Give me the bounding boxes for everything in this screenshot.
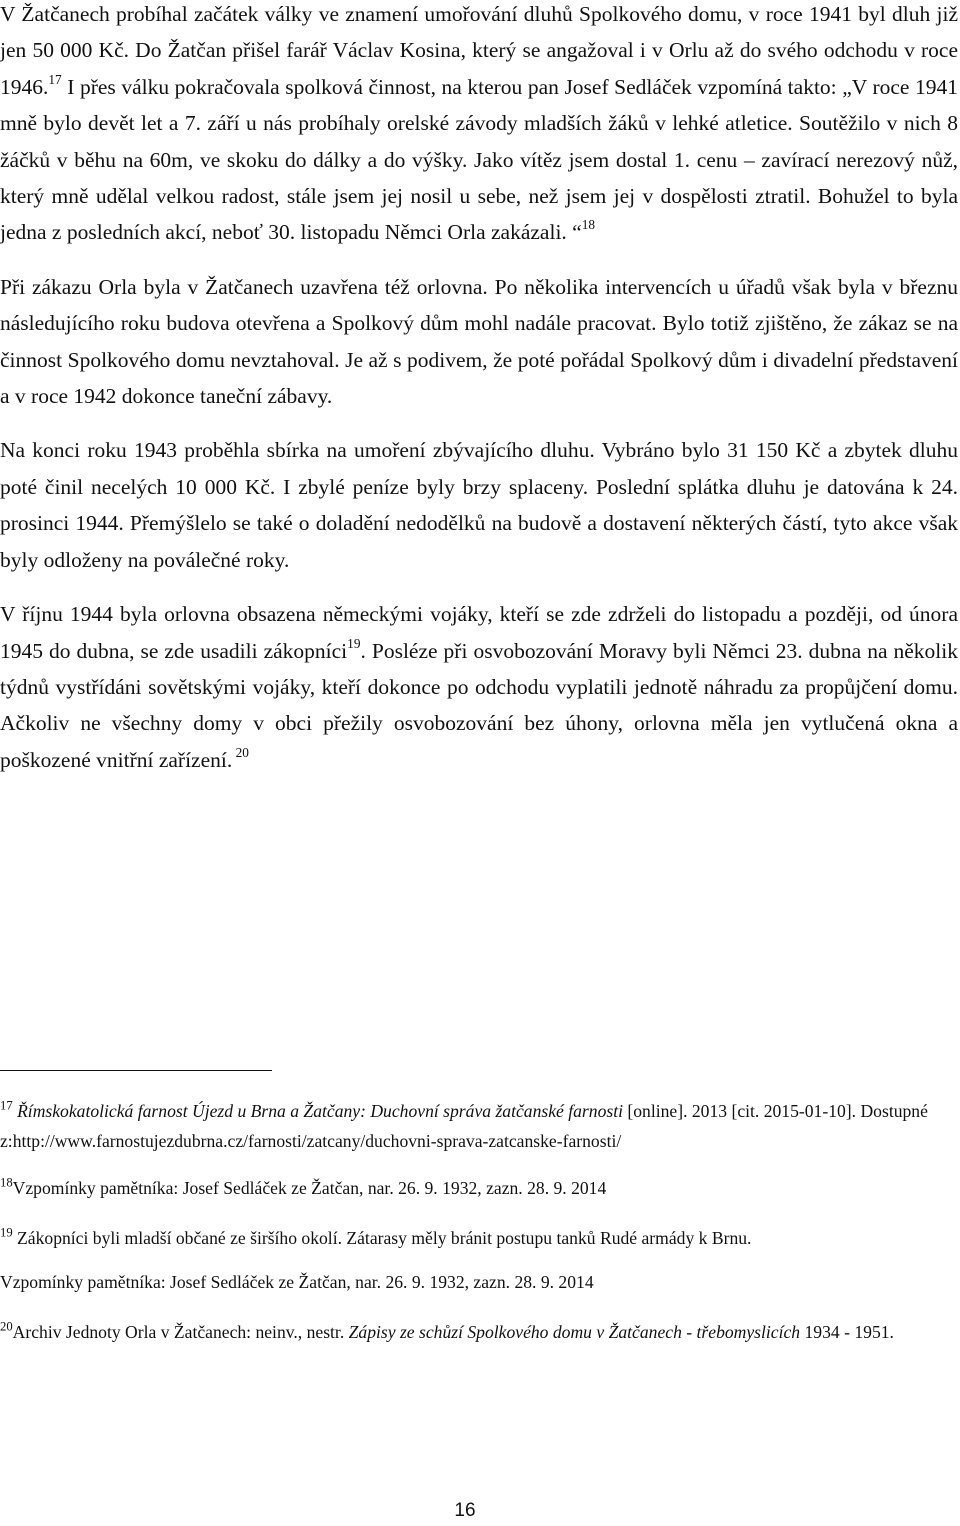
paragraph-1-part-a: V Žatčanech probíhal začátek války ve znamení umořování dluhů Spolkového domu, v roce 1941 byl dluh již jen 50 000 Kč. Do Žatčan přišel farář Václav Kosina, který se angažoval i v Orlu až do svého odchodu v roce 1946. [0,2,958,99]
footnote-19-source: Vzpomínky pamětníka: Josef Sedláček ze Žatčan, nar. 26. 9. 1932, zazn. 28. 9. 2014 [0,1272,594,1292]
footnote-17-title: Římskokatolická farnost Újezd u Brna a Žatčany: Duchovní správa žatčanské farnosti [17,1101,623,1121]
footnote-20 [0,1317,930,1347]
footnote-20-title: Zápisy ze schůzí Spolkového domu v Žatčanech - třebomyslicích [348,1322,801,1342]
footnote-ref-19: 19 [347,635,361,651]
footnote-17 [0,1096,930,1156]
footnotes [0,1096,930,1347]
footnote-number: 20 [0,1319,13,1334]
paragraph-3: Na konci roku 1943 proběhla sbírka na umoření zbývajícího dluhu. Vybráno bylo 31 150 Kč a zbytek dluhu poté činil necelých 10 000 Kč. I zbylé peníze byly brzy splaceny. Poslední splátka dluhu je datována k 24. prosinci 1944. Přemýšlelo se také o doladění nedodělků na budově a dostavení některých částí, tyto akce však byly odloženy na poválečné roky. [0,438,958,572]
footnote-ref-20: 20 [232,744,249,760]
footnote-19 [0,1223,930,1253]
footnote-ref-18: 18 [581,217,596,233]
paragraph-2: Při zákazu Orla byla v Žatčanech uzavřena též orlovna. Po několika intervencích u úřadů však byla v březnu následujícího roku budova otevřena a Spolkový dům mohl nadále pracovat. Bylo totiž zjištěno, že zákaz se na činnost Spolkového domu nevztahoval. Je až s podivem, že poté pořádal Spolkový dům i divadelní představení a v roce 1942 dokonce taneční zábavy. [0,274,958,409]
paragraph-4 [0,596,958,778]
footnote-19-text: Zákopníci byli mladší občané ze širšího okolí. Zátarasy měly bránit postupu tanků Rudé armády k Brnu. [12,1228,752,1248]
page-number: 16 [454,1500,476,1521]
footnote-20-years: 1934 - 1951. [800,1322,894,1342]
paragraph-1-part-b: I přes válku pokračovala spolková činnost, na kterou pan Josef Sedláček vzpomíná takto: „V roce 1941 mně bylo devět let a 7. září u nás probíhaly orelské závody mladších žáků v lehké atletice. Soutěžilo v nich 8 žáčků v běhu na 60m, ve skoku do dálky a do výšky. Jako vítěz jsem dostal 1. cenu – zavírací nerezový nůž, který mně udělal velkou radost, stále jsem jej nosil u sebe, než jsem jej v dospělosti ztratil. Bohužel to byla jedna z posledních akcí, neboť 30. listopadu Němci Orla zakázali. “ [0,74,958,245]
footnote-17-source: [online]. 2013 [cit. 2015-01-10]. Dostupné z:http://www.farnostujezdubrna.cz/farnosti/zatcany/duchovni-sprava-zatcanske-farnosti/ [0,1101,928,1151]
footnote-18-text: Vzpomínky pamětníka: Josef Sedláček ze Žatčan, nar. 26. 9. 1932, zazn. 28. 9. 2014 [12,1178,607,1198]
paragraph-4-part-b: . Posléze při osvobozování Moravy byli Němci 23. dubna na několik týdnů vystřídáni sovětskými vojáky, kteří dokonce po odchodu vyplatili jednotě náhradu za propůjčení domu. Ačkoliv ne všechny domy v obci přežily osvobozování bez úhony, orlovna měla jen vytlučená okna a poškozené vnitřní zařízení. [0,638,958,772]
footnote-separator [0,1070,272,1071]
footnote-20-archive: Archiv Jednoty Orla v Žatčanech: neinv., nestr. [12,1322,349,1342]
paragraph-4-part-a: V říjnu 1944 byla orlovna obsazena německými vojáky, kteří se zde zdrželi do listopadu a později, od února 1945 do dubna, se zde usadili zákopníci [0,602,958,663]
footnote-number: 18 [0,1175,13,1190]
paragraph-1 [0,0,958,251]
footnote-ref-17: 17 [48,71,62,87]
footnote-number: 17 [0,1098,13,1113]
footnote-18 [0,1173,930,1203]
footnote-number: 19 [0,1225,13,1240]
